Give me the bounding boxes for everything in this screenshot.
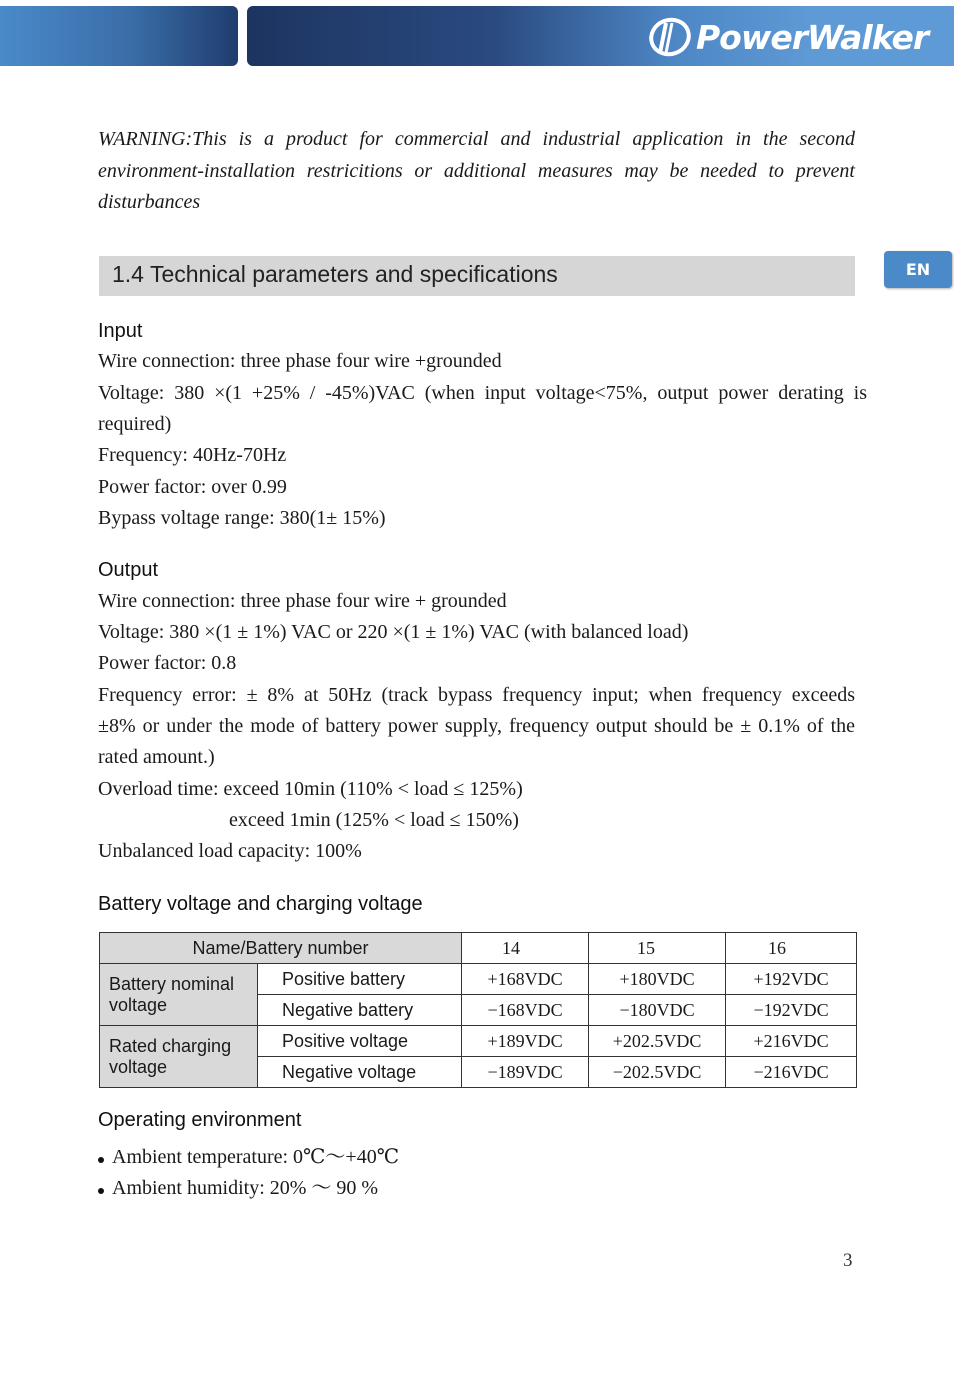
battery-heading: Battery voltage and charging voltage (98, 893, 423, 915)
list-item (98, 1140, 399, 1169)
logo-text: PowerWalker (696, 17, 929, 57)
table-row-label: Positive battery (258, 964, 462, 995)
table-group-label: Rated charging voltage (100, 1026, 258, 1088)
environment-heading: Operating environment (98, 1109, 302, 1131)
table-cell: +192VDC (726, 964, 857, 995)
table-cell: −189VDC (462, 1057, 589, 1088)
table-row (100, 1026, 857, 1057)
table-cell: −202.5VDC (589, 1057, 726, 1088)
table-row-label: Negative battery (258, 995, 462, 1026)
input-bypass: Bypass voltage range: 380(1± 15%) (98, 507, 386, 529)
list-item (98, 1171, 378, 1200)
battery-voltage-table (99, 932, 857, 1088)
table-cell: −168VDC (462, 995, 589, 1026)
table-header-col: 14 (462, 933, 589, 964)
input-voltage-line1: Voltage: 380 ×(1 +25% / -45%)VAC (when input voltage<75%, output power derating is (98, 382, 867, 404)
table-header-row (100, 933, 857, 964)
table-row-label: Negative voltage (258, 1057, 462, 1088)
input-heading: Input (98, 320, 143, 342)
language-tab-en[interactable]: EN (884, 251, 952, 288)
section-title: 1.4 Technical parameters and specifications (112, 261, 558, 287)
input-voltage-line2: required) (98, 413, 172, 435)
table-cell: +202.5VDC (589, 1026, 726, 1057)
bullet-icon (98, 1188, 104, 1194)
table-row (100, 964, 857, 995)
page-number: 3 (843, 1250, 853, 1271)
warning-paragraph (98, 124, 855, 219)
output-overload-line1: Overload time: exceed 10min (110% < load ≤ 125%) (98, 778, 523, 800)
input-wire: Wire connection: three phase four wire +grounded (98, 350, 502, 372)
table-header-col: 15 (589, 933, 726, 964)
bullet-icon (98, 1157, 104, 1163)
warning-line: environment-installation restricitions or additional measures may be needed to prevent (98, 159, 855, 182)
output-overload-line2: exceed 1min (125% < load ≤ 150%) (229, 809, 519, 831)
table-cell: +189VDC (462, 1026, 589, 1057)
output-frequency-line1: Frequency error: ± 8% at 50Hz (track bypass frequency input; when frequency exceeds (98, 684, 855, 706)
output-voltage: Voltage: 380 ×(1 ± 1%) VAC or 220 ×(1 ± 1%) VAC (with balanced load) (98, 621, 689, 643)
table-cell: −192VDC (726, 995, 857, 1026)
logo-mark-icon (646, 15, 694, 59)
output-wire: Wire connection: three phase four wire + grounded (98, 590, 507, 612)
section-title-bar (99, 256, 855, 296)
table-group-label: Battery nominal voltage (100, 964, 258, 1026)
warning-line: disturbances (98, 191, 201, 213)
powerwalker-logo (646, 14, 928, 60)
output-frequency-line2: ±8% or under the mode of battery power supply, frequency output should be ± 0.1% of the (98, 715, 855, 737)
table-header-label: Name/Battery number (100, 933, 462, 964)
output-power-factor: Power factor: 0.8 (98, 652, 237, 674)
table-row-label: Positive voltage (258, 1026, 462, 1057)
table-cell: +216VDC (726, 1026, 857, 1057)
table-header-col: 16 (726, 933, 857, 964)
list-item-text: Ambient temperature: 0℃～+40℃ (112, 1146, 400, 1168)
table-cell: +180VDC (589, 964, 726, 995)
header-banner-left (0, 6, 238, 66)
input-frequency: Frequency: 40Hz-70Hz (98, 444, 287, 466)
output-frequency-line3: rated amount.) (98, 746, 215, 768)
output-heading: Output (98, 559, 159, 581)
input-power-factor: Power factor: over 0.99 (98, 476, 287, 498)
table-cell: +168VDC (462, 964, 589, 995)
warning-line: WARNING:This is a product for commercial and industrial application in the second (98, 128, 855, 150)
table-cell: −216VDC (726, 1057, 857, 1088)
output-unbalanced: Unbalanced load capacity: 100% (98, 840, 362, 862)
table-cell: −180VDC (589, 995, 726, 1026)
list-item-text: Ambient humidity: 20% ～ 90 % (112, 1177, 379, 1199)
